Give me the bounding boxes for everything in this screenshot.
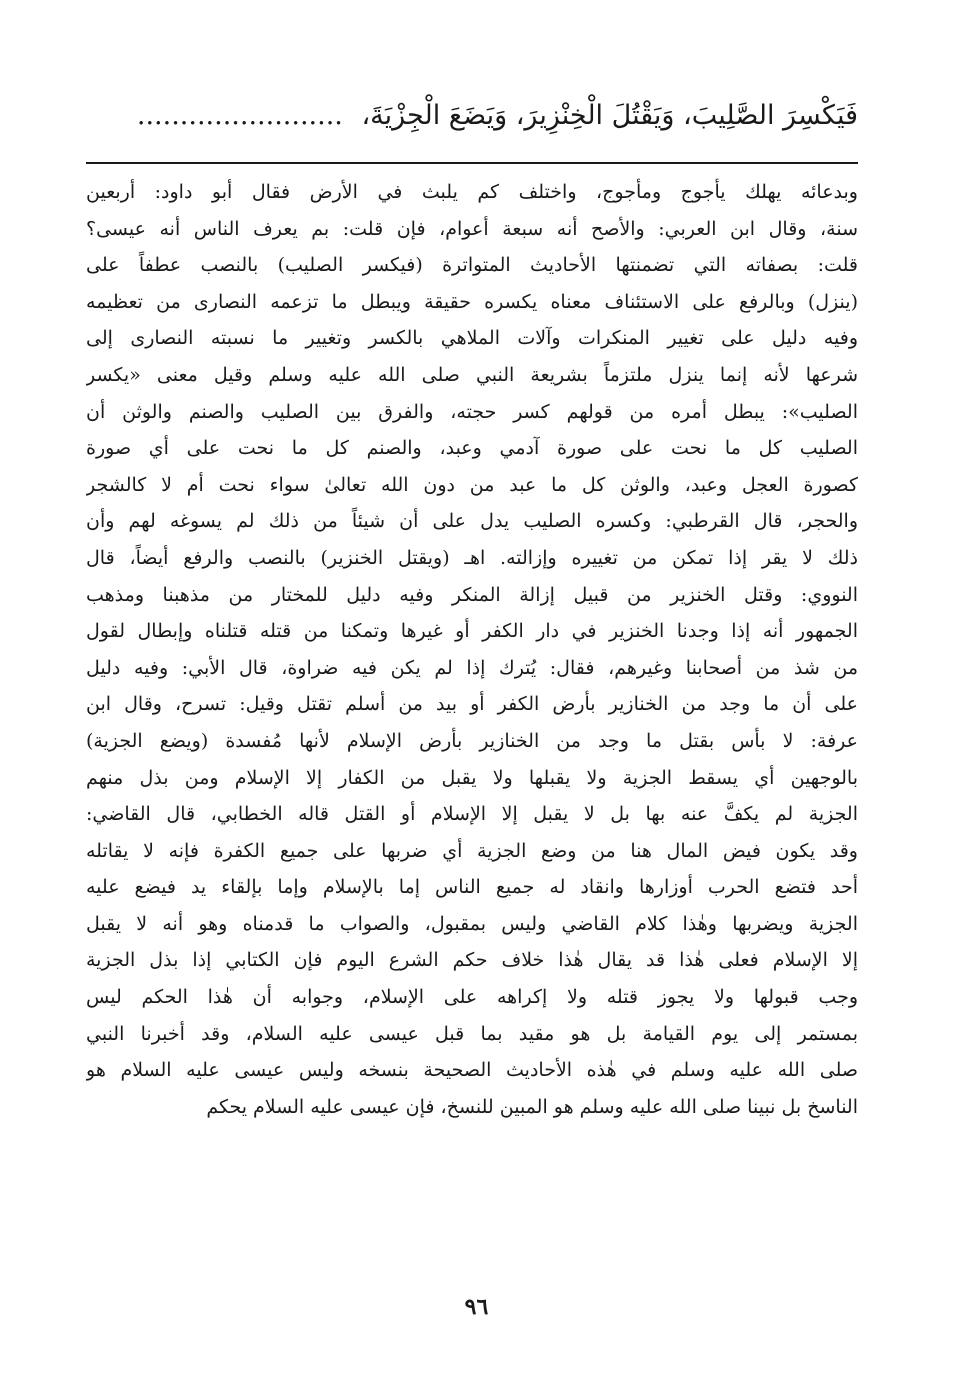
text-line: الصليب»: يبطل أمره من قولهم كسر حجته، والفرق بين الصليب والصنم والوثن أن (86, 400, 858, 423)
header-dots: ........................ (136, 100, 343, 131)
text-line: وجب قبولها ولا يجوز قتله ولا إكراهه على الإسلام، وجوابه أن هٰذا الحكم ليس (86, 986, 858, 1009)
text-line: وفيه دليل على تغيير المنكرات وآلات الملاهي بالكسر وتغيير ما نسبته النصارى إلى (86, 327, 858, 350)
text-line: بالوجهين أي يسقط الجزية ولا يقبلها ولا يقبل من الكفار إلا الإسلام ومن بذل منهم (86, 766, 858, 789)
text-line: (ينزل) وبالرفع على الاستئناف معناه يكسره حقيقة ويبطل ما تزعمه النصارى من تعظيمه (86, 290, 858, 313)
text-line: من شذ من أصحابنا وغيرهم، فقال: يُترك إذا لم يكن فيه ضراوة، قال الأبي: وفيه دليل (86, 656, 858, 679)
text-line: وبدعائه يهلك يأجوج ومأجوج، واختلف كم يلبث في الأرض فقال أبو داود: أربعين (86, 181, 858, 203)
text-line: الجزية ويضربها وهٰذا كلام القاضي وليس بمقبول، والصواب ما قدمناه وهو أنه لا يقبل (86, 912, 858, 935)
text-line: والحجر، قال القرطبي: وكسره الصليب يدل على أن شيئاً من ذلك لم يسوغه لهم وأن (86, 510, 858, 533)
text-line: النووي: وقتل الخنزير من قبيل إزالة المنكر وفيه دليل للمختار من مذهبنا ومذهب (86, 583, 858, 606)
body-text (86, 174, 858, 1274)
text-line: الناسخ بل نبينا صلى الله عليه وسلم هو المبين للنسخ، فإن عيسى عليه السلام يحكم (206, 1095, 858, 1118)
text-line: الصليب كل ما نحت على صورة آدمي وعبد، والصنم كل ما نحت على أي صورة (86, 437, 858, 460)
text-line: قلت: بصفاته التي تضمنتها الأحاديث المتواترة (فيكسر الصليب) بالنصب عطفاً على (86, 254, 858, 277)
text-line: أحد فتضع الحرب أوزارها وانقاد له جميع الناس إما بالإسلام وإما بإلقاء يد فيضع عليه (86, 876, 858, 899)
text-line: إلا الإسلام فعلى هٰذا قد يقال هٰذا خلاف حكم الشرع اليوم فإن الكتابي إذا بذل الجزية (86, 949, 858, 972)
text-line: الجزية لم يكفَّ عنه بها بل لا يقبل إلا الإسلام أو القتل قاله الخطابي، قال القاضي: (86, 803, 858, 826)
text-line: كصورة العجل وعبد، والوثن كل ما عبد من دون الله تعالىٰ سواء نحت أم لا كالشجر (86, 473, 858, 496)
text-line: ذلك لا يقر إذا تمكن من تغييره وإزالته. اهـ (ويقتل الخنزير) بالنصب والرفع أيضاً، قال (86, 546, 858, 569)
text-line: الجمهور أنه إذا وجدنا الخنزير في دار الكفر أو غيرها وتمكنا من قتله قتلناه وإبطال لقول (86, 620, 858, 643)
text-line: بمستمر إلى يوم القيامة بل هو مقيد بما قبل عيسى عليه السلام، وقد أخبرنا النبي (86, 1022, 858, 1045)
text-line: وقد يكون فيض المال هنا من وضع الجزية أي ضربها على جميع الكفرة فإنه لا يقاتله (86, 839, 858, 862)
text-line: صلى الله عليه وسلم في هٰذه الأحاديث الصحيحة بنسخه وليس عيسى عليه السلام هو (86, 1059, 858, 1082)
page-header (86, 88, 858, 144)
text-line: على أن ما وجد من الخنازير بأرض الكفر أو بيد من أسلم تقتل وقيل: تسرح، وقال ابن (86, 693, 858, 716)
header-divider (86, 162, 858, 164)
page-number: ٩٦ (464, 1294, 489, 1320)
text-line: شرعها لأنه إنما ينزل ملتزماً بشريعة النبي صلى الله عليه وسلم وقيل معنى «يكسر (86, 363, 858, 386)
text-line: عرفة: لا بأس بقتل ما وجد من الخنازير بأرض الإسلام لأنها مُفسدة (ويضع الجزية) (86, 729, 858, 752)
header-title: فَيَكْسِرَ الصَّلِيبَ، وَيَقْتُلَ الْخِنْزِيرَ، وَيَضَعَ الْجِزْيَةَ، (361, 100, 858, 131)
text-line: سنة، وقال ابن العربي: والأصح أنه سبعة أعوام، فإن قلت: بم يعرف الناس أنه عيسى؟ (86, 217, 858, 240)
